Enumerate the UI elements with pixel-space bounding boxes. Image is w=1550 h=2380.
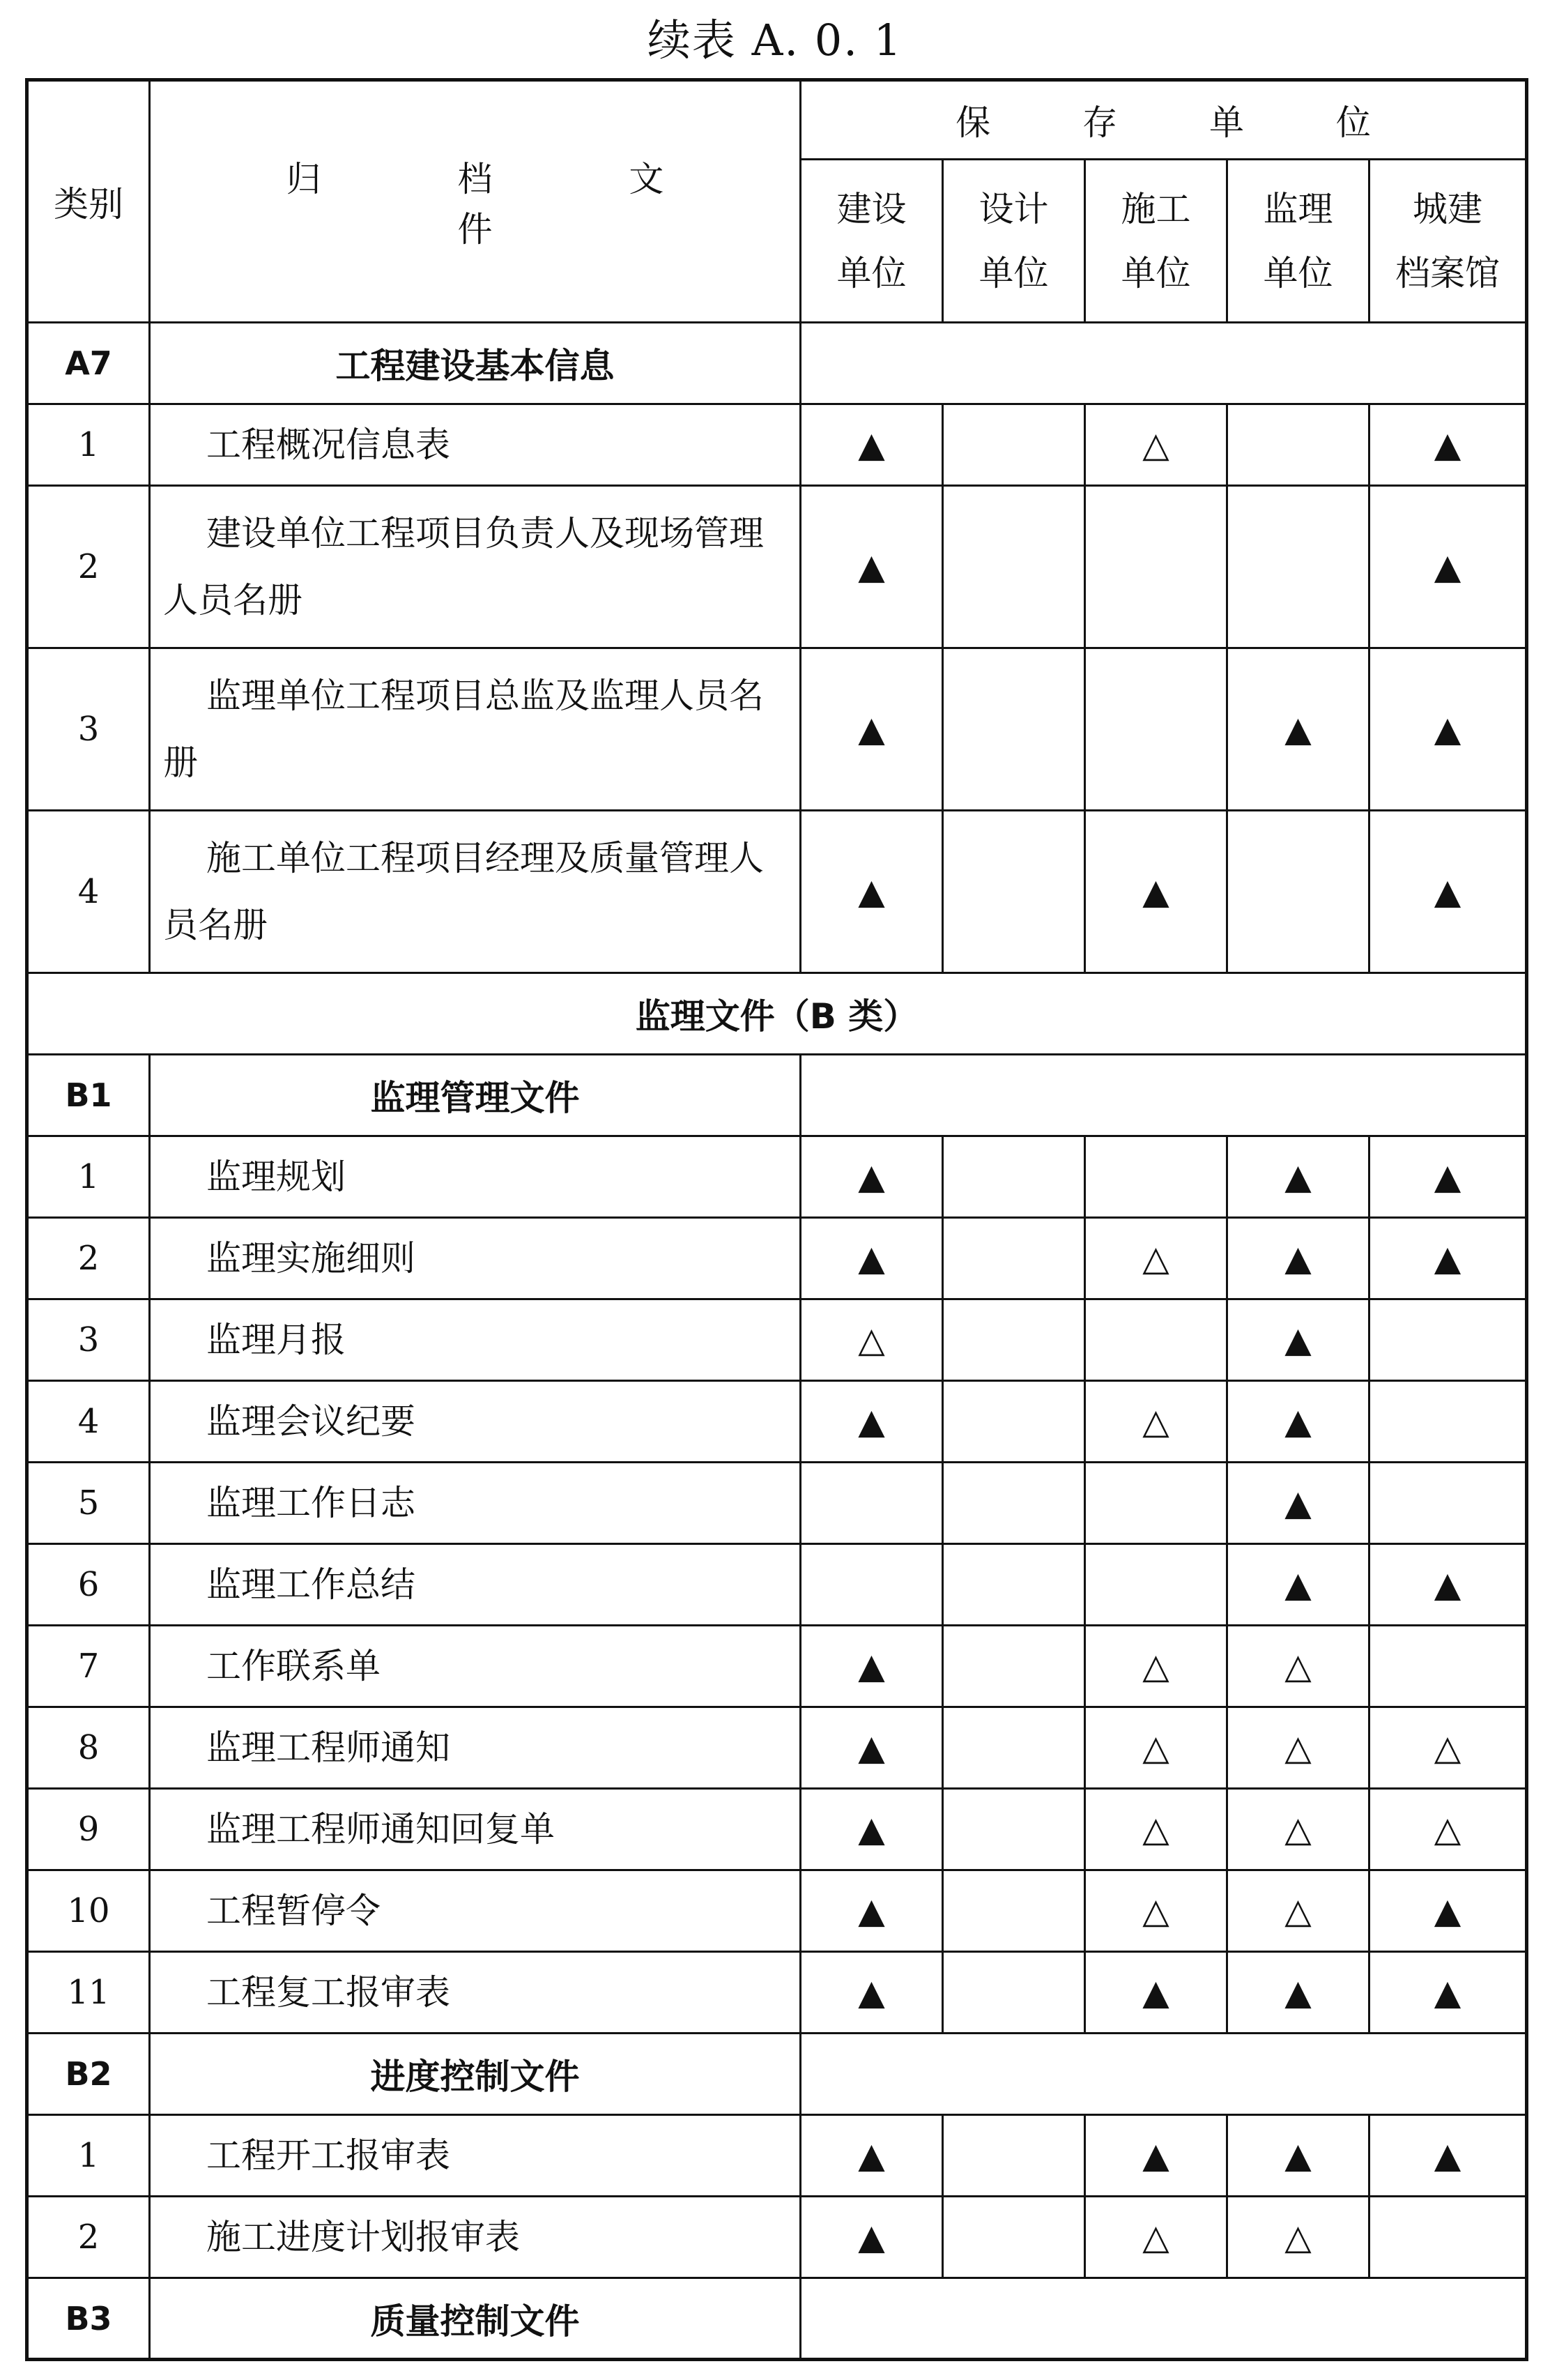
keeper-mark-4 xyxy=(1227,1136,1369,1218)
keeper-mark-5 xyxy=(1369,1626,1527,1707)
keeper-mark-1 xyxy=(801,1870,943,1952)
document-name: 工程复工报审表 xyxy=(150,1952,801,2034)
solid-triangle-icon: ▲ xyxy=(1434,547,1461,587)
header-col-4: 监理 单位 xyxy=(1227,160,1369,323)
solid-triangle-icon: ▲ xyxy=(1284,1401,1312,1442)
hollow-triangle-icon: △ xyxy=(1142,1646,1169,1686)
keeper-mark-2 xyxy=(943,811,1085,973)
keeper-mark-4 xyxy=(1227,1870,1369,1952)
row-number: 6 xyxy=(27,1544,150,1626)
keeper-mark-1 xyxy=(801,1952,943,2034)
section-row-a7 xyxy=(27,323,1527,404)
keeper-mark-3 xyxy=(1085,1707,1227,1789)
keeper-mark-4 xyxy=(1227,1952,1369,2034)
keeper-mark-2 xyxy=(943,1218,1085,1299)
section-title: 工程建设基本信息 xyxy=(150,323,801,404)
keeper-mark-4 xyxy=(1227,486,1369,648)
solid-triangle-icon: ▲ xyxy=(1434,1157,1461,1197)
row-number: 2 xyxy=(27,1218,150,1299)
table-row xyxy=(27,1381,1527,1463)
solid-triangle-icon: ▲ xyxy=(858,2135,885,2176)
row-number: 3 xyxy=(27,648,150,811)
keeper-mark-4 xyxy=(1227,811,1369,973)
keeper-mark-2 xyxy=(943,648,1085,811)
document-name: 监理工作总结 xyxy=(150,1544,801,1626)
solid-triangle-icon: ▲ xyxy=(858,709,885,749)
solid-triangle-icon: ▲ xyxy=(1284,1483,1312,1523)
solid-triangle-icon: ▲ xyxy=(858,1238,885,1279)
document-name: 监理月报 xyxy=(150,1299,801,1381)
row-number: 4 xyxy=(27,1381,150,1463)
document-name: 监理工程师通知 xyxy=(150,1707,801,1789)
table-title: 续表 A. 0. 1 xyxy=(647,15,903,66)
section-empty-cell xyxy=(801,2034,1527,2115)
hollow-triangle-icon: △ xyxy=(1142,1809,1169,1849)
keeper-mark-1 xyxy=(801,648,943,811)
solid-triangle-icon: ▲ xyxy=(1284,2135,1312,2176)
keeper-mark-4 xyxy=(1227,2115,1369,2197)
keeper-mark-4 xyxy=(1227,1381,1369,1463)
header-archive-files: 归 档 文 件 xyxy=(150,80,801,323)
solid-triangle-icon: ▲ xyxy=(858,1891,885,1931)
row-number: 7 xyxy=(27,1626,150,1707)
hollow-triangle-icon: △ xyxy=(1434,1809,1461,1849)
table-row xyxy=(27,2115,1527,2197)
table-row xyxy=(27,1463,1527,1544)
keeper-mark-5 xyxy=(1369,486,1527,648)
solid-triangle-icon: ▲ xyxy=(1142,2135,1169,2176)
solid-triangle-icon: ▲ xyxy=(1284,1238,1312,1279)
section-title: 质量控制文件 xyxy=(150,2278,801,2360)
row-number: 10 xyxy=(27,1870,150,1952)
table-row xyxy=(27,1952,1527,2034)
keeper-mark-2 xyxy=(943,1381,1085,1463)
table-row xyxy=(27,811,1527,973)
table-row xyxy=(27,1870,1527,1952)
document-name: 工程开工报审表 xyxy=(150,2115,801,2197)
document-name: 建设单位工程项目负责人及现场管理人员名册 xyxy=(150,486,801,648)
class-heading-row xyxy=(27,973,1527,1055)
header-category: 类别 xyxy=(27,80,150,323)
solid-triangle-icon: ▲ xyxy=(858,1401,885,1442)
keeper-mark-2 xyxy=(943,1952,1085,2034)
keeper-mark-2 xyxy=(943,404,1085,486)
solid-triangle-icon: ▲ xyxy=(1284,1320,1312,1360)
keeper-mark-5 xyxy=(1369,1136,1527,1218)
keeper-mark-2 xyxy=(943,1136,1085,1218)
keeper-mark-4 xyxy=(1227,2197,1369,2278)
class-heading: 监理文件（B 类） xyxy=(27,973,1527,1055)
solid-triangle-icon: ▲ xyxy=(1434,1564,1461,1605)
solid-triangle-icon: ▲ xyxy=(1284,1972,1312,2013)
section-code: B1 xyxy=(27,1055,150,1136)
keeper-mark-3 xyxy=(1085,2197,1227,2278)
hollow-triangle-icon: △ xyxy=(1284,1646,1312,1686)
solid-triangle-icon: ▲ xyxy=(858,1157,885,1197)
solid-triangle-icon: ▲ xyxy=(858,871,885,912)
keeper-mark-4 xyxy=(1227,1544,1369,1626)
solid-triangle-icon: ▲ xyxy=(1284,1157,1312,1197)
table-row xyxy=(27,1544,1527,1626)
keeper-mark-2 xyxy=(943,1626,1085,1707)
keeper-mark-5 xyxy=(1369,648,1527,811)
keeper-mark-3 xyxy=(1085,1381,1227,1463)
hollow-triangle-icon: △ xyxy=(1142,2217,1169,2257)
keeper-mark-4 xyxy=(1227,1299,1369,1381)
keeper-mark-3 xyxy=(1085,1299,1227,1381)
keeper-mark-3 xyxy=(1085,1789,1227,1870)
row-number: 8 xyxy=(27,1707,150,1789)
document-name: 工作联系单 xyxy=(150,1626,801,1707)
document-name: 施工单位工程项目经理及质量管理人员名册 xyxy=(150,811,801,973)
keeper-mark-5 xyxy=(1369,1707,1527,1789)
hollow-triangle-icon: △ xyxy=(1142,1238,1169,1279)
keeper-mark-2 xyxy=(943,1299,1085,1381)
header-col-5: 城建 档案馆 xyxy=(1369,160,1527,323)
section-empty-cell xyxy=(801,323,1527,404)
solid-triangle-icon: ▲ xyxy=(858,1646,885,1686)
document-name: 施工进度计划报审表 xyxy=(150,2197,801,2278)
header-keepers: 保 存 单 位 xyxy=(801,80,1527,160)
keeper-mark-3 xyxy=(1085,1626,1227,1707)
solid-triangle-icon: ▲ xyxy=(858,1727,885,1768)
keeper-mark-2 xyxy=(943,1707,1085,1789)
keeper-mark-5 xyxy=(1369,1544,1527,1626)
hollow-triangle-icon: △ xyxy=(1284,1727,1312,1768)
section-title: 监理管理文件 xyxy=(150,1055,801,1136)
solid-triangle-icon: ▲ xyxy=(1434,1891,1461,1931)
solid-triangle-icon: ▲ xyxy=(1434,425,1461,465)
hollow-triangle-icon: △ xyxy=(1142,1891,1169,1931)
keeper-mark-1 xyxy=(801,1789,943,1870)
document-name: 监理规划 xyxy=(150,1136,801,1218)
header-col-3: 施工 单位 xyxy=(1085,160,1227,323)
hollow-triangle-icon: △ xyxy=(1434,1727,1461,1768)
table-body xyxy=(27,323,1527,2360)
keeper-mark-5 xyxy=(1369,1299,1527,1381)
keeper-mark-3 xyxy=(1085,1870,1227,1952)
keeper-mark-5 xyxy=(1369,2197,1527,2278)
section-empty-cell xyxy=(801,1055,1527,1136)
keeper-mark-3 xyxy=(1085,811,1227,973)
row-number: 1 xyxy=(27,1136,150,1218)
document-name: 监理工程师通知回复单 xyxy=(150,1789,801,1870)
keeper-mark-3 xyxy=(1085,486,1227,648)
solid-triangle-icon: ▲ xyxy=(1434,1972,1461,2013)
keeper-mark-1 xyxy=(801,2197,943,2278)
table-row xyxy=(27,1789,1527,1870)
solid-triangle-icon: ▲ xyxy=(1284,1564,1312,1605)
solid-triangle-icon: ▲ xyxy=(858,547,885,587)
solid-triangle-icon: ▲ xyxy=(858,1972,885,2013)
keeper-mark-4 xyxy=(1227,1463,1369,1544)
keeper-mark-2 xyxy=(943,2115,1085,2197)
archive-table xyxy=(25,78,1528,2361)
solid-triangle-icon: ▲ xyxy=(1434,871,1461,912)
keeper-mark-1 xyxy=(801,1707,943,1789)
section-row-b1 xyxy=(27,1055,1527,1136)
solid-triangle-icon: ▲ xyxy=(858,425,885,465)
row-number: 9 xyxy=(27,1789,150,1870)
keeper-mark-1 xyxy=(801,1463,943,1544)
row-number: 2 xyxy=(27,2197,150,2278)
keeper-mark-5 xyxy=(1369,811,1527,973)
keeper-mark-1 xyxy=(801,404,943,486)
keeper-mark-5 xyxy=(1369,1789,1527,1870)
row-number: 2 xyxy=(27,486,150,648)
keeper-mark-2 xyxy=(943,486,1085,648)
keeper-mark-1 xyxy=(801,1299,943,1381)
document-name: 监理实施细则 xyxy=(150,1218,801,1299)
document-name: 工程暂停令 xyxy=(150,1870,801,1952)
document-name: 监理会议纪要 xyxy=(150,1381,801,1463)
keeper-mark-5 xyxy=(1369,2115,1527,2197)
section-row-b3 xyxy=(27,2278,1527,2360)
keeper-mark-5 xyxy=(1369,1952,1527,2034)
keeper-mark-1 xyxy=(801,486,943,648)
table-row xyxy=(27,1626,1527,1707)
section-title: 进度控制文件 xyxy=(150,2034,801,2115)
hollow-triangle-icon: △ xyxy=(858,1320,885,1360)
keeper-mark-1 xyxy=(801,1218,943,1299)
section-code: B2 xyxy=(27,2034,150,2115)
keeper-mark-3 xyxy=(1085,1136,1227,1218)
hollow-triangle-icon: △ xyxy=(1142,1401,1169,1442)
table-row xyxy=(27,1136,1527,1218)
section-empty-cell xyxy=(801,2278,1527,2360)
hollow-triangle-icon: △ xyxy=(1142,1727,1169,1768)
keeper-mark-1 xyxy=(801,1136,943,1218)
keeper-mark-2 xyxy=(943,2197,1085,2278)
table-row xyxy=(27,1218,1527,1299)
keeper-mark-3 xyxy=(1085,648,1227,811)
header-col-1: 建设 单位 xyxy=(801,160,943,323)
keeper-mark-4 xyxy=(1227,1626,1369,1707)
solid-triangle-icon: ▲ xyxy=(1434,709,1461,749)
keeper-mark-5 xyxy=(1369,404,1527,486)
hollow-triangle-icon: △ xyxy=(1142,425,1169,465)
keeper-mark-2 xyxy=(943,1870,1085,1952)
document-name: 工程概况信息表 xyxy=(150,404,801,486)
solid-triangle-icon: ▲ xyxy=(858,1809,885,1849)
keeper-mark-2 xyxy=(943,1544,1085,1626)
keeper-mark-5 xyxy=(1369,1381,1527,1463)
hollow-triangle-icon: △ xyxy=(1284,1809,1312,1849)
keeper-mark-1 xyxy=(801,811,943,973)
keeper-mark-5 xyxy=(1369,1218,1527,1299)
table-row xyxy=(27,2197,1527,2278)
keeper-mark-4 xyxy=(1227,1789,1369,1870)
keeper-mark-4 xyxy=(1227,648,1369,811)
solid-triangle-icon: ▲ xyxy=(1142,1972,1169,2013)
keeper-mark-3 xyxy=(1085,404,1227,486)
keeper-mark-2 xyxy=(943,1789,1085,1870)
row-number: 3 xyxy=(27,1299,150,1381)
table-row xyxy=(27,648,1527,811)
section-row-b2 xyxy=(27,2034,1527,2115)
solid-triangle-icon: ▲ xyxy=(1284,709,1312,749)
row-number: 5 xyxy=(27,1463,150,1544)
keeper-mark-5 xyxy=(1369,1870,1527,1952)
table-row xyxy=(27,486,1527,648)
keeper-mark-5 xyxy=(1369,1463,1527,1544)
table-row xyxy=(27,1707,1527,1789)
row-number: 11 xyxy=(27,1952,150,2034)
section-code: A7 xyxy=(27,323,150,404)
keeper-mark-2 xyxy=(943,1463,1085,1544)
hollow-triangle-icon: △ xyxy=(1284,1891,1312,1931)
row-number: 4 xyxy=(27,811,150,973)
table-row xyxy=(27,404,1527,486)
row-number: 1 xyxy=(27,2115,150,2197)
keeper-mark-1 xyxy=(801,2115,943,2197)
header-col-2: 设计 单位 xyxy=(943,160,1085,323)
hollow-triangle-icon: △ xyxy=(1284,2217,1312,2257)
solid-triangle-icon: ▲ xyxy=(858,2217,885,2257)
solid-triangle-icon: ▲ xyxy=(1142,871,1169,912)
keeper-mark-3 xyxy=(1085,2115,1227,2197)
keeper-mark-1 xyxy=(801,1381,943,1463)
keeper-mark-1 xyxy=(801,1544,943,1626)
keeper-mark-3 xyxy=(1085,1463,1227,1544)
document-name: 监理工作日志 xyxy=(150,1463,801,1544)
keeper-mark-4 xyxy=(1227,1218,1369,1299)
document-name: 监理单位工程项目总监及监理人员名册 xyxy=(150,648,801,811)
solid-triangle-icon: ▲ xyxy=(1434,2135,1461,2176)
keeper-mark-3 xyxy=(1085,1952,1227,2034)
section-code: B3 xyxy=(27,2278,150,2360)
keeper-mark-3 xyxy=(1085,1218,1227,1299)
keeper-mark-1 xyxy=(801,1626,943,1707)
row-number: 1 xyxy=(27,404,150,486)
table-row xyxy=(27,1299,1527,1381)
keeper-mark-3 xyxy=(1085,1544,1227,1626)
solid-triangle-icon: ▲ xyxy=(1434,1238,1461,1279)
keeper-mark-4 xyxy=(1227,1707,1369,1789)
keeper-mark-4 xyxy=(1227,404,1369,486)
